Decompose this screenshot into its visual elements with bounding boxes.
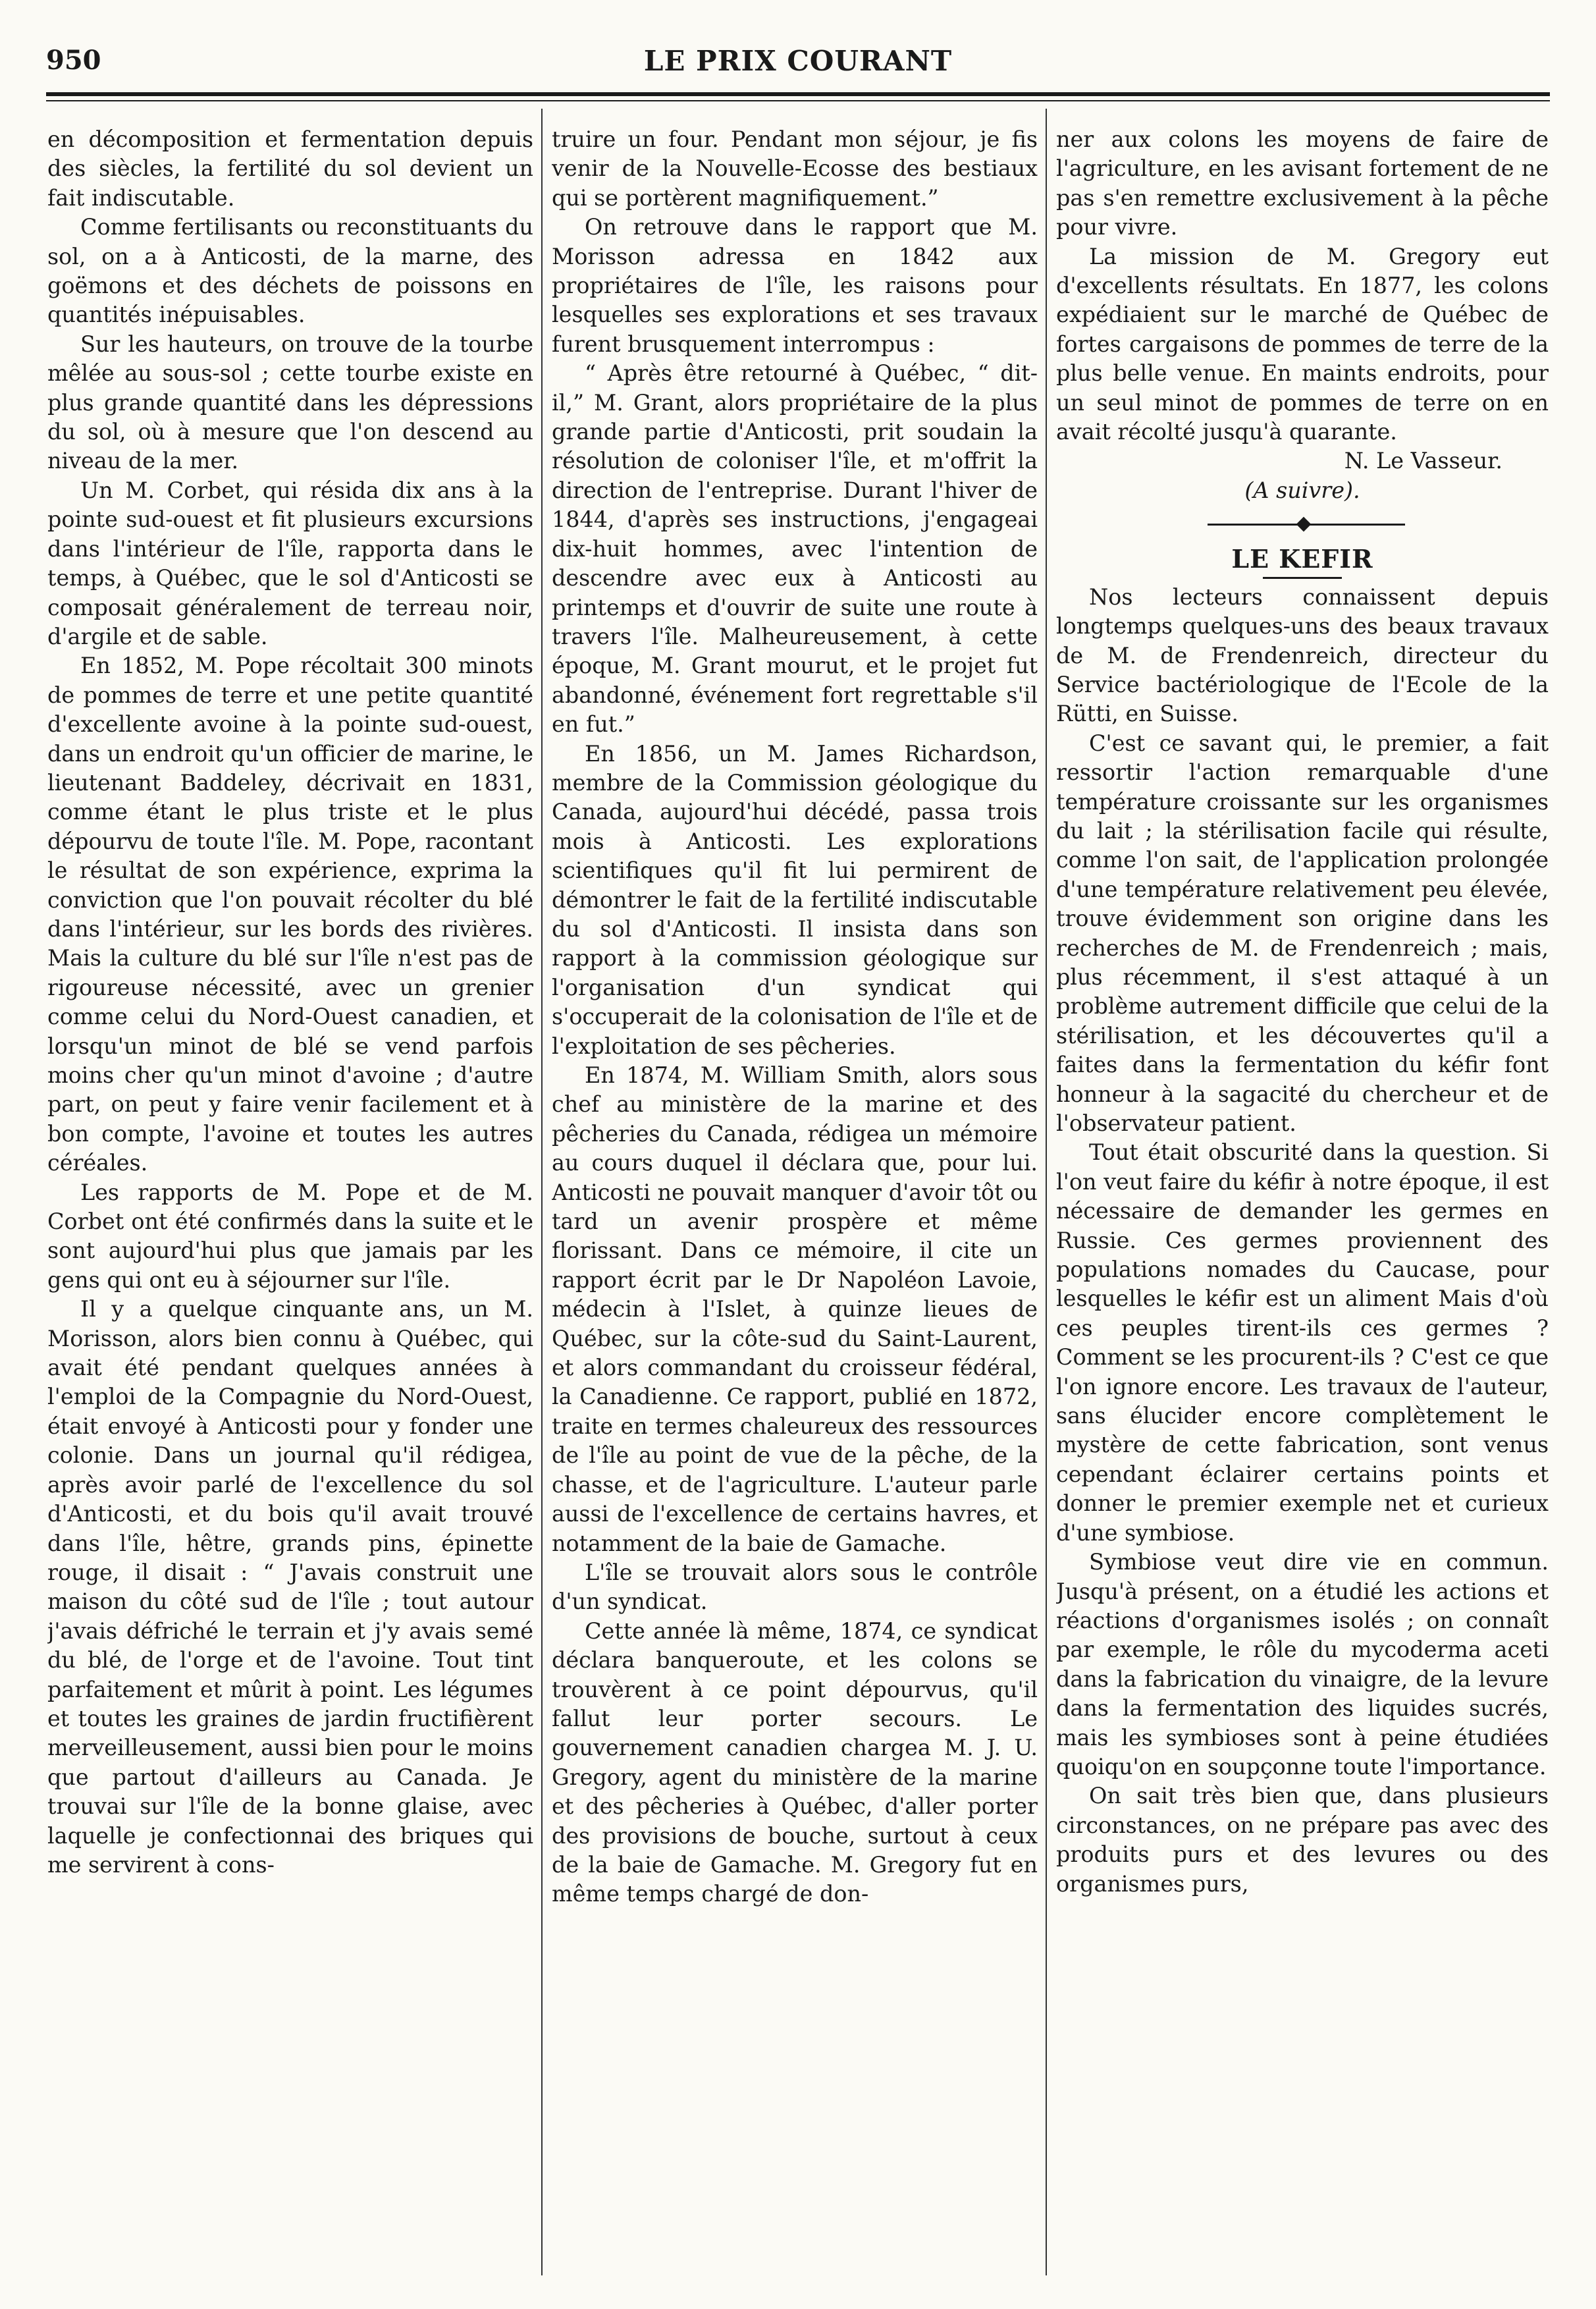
paragraph: ner aux colons les moyens de faire de l'agriculture, en les avisant fortement de ne pas s'en remettre exclusivement à la pêche pour vivre. (1056, 126, 1549, 240)
paragraph: On retrouve dans le rapport que M. Morisson adressa en 1842 aux propriétaires de l'île, les raisons pour lesquelles ses explorations et ses travaux furent brusquement interrompus : (552, 214, 1038, 357)
paragraph: Un M. Corbet, qui résida dix ans à la pointe sud-ouest et fit plusieurs excursions dans l'intérieur de l'île, rapporta dans le temps, à Québec, que le sol d'Anticosti se composait généralement de terreau noir, d'argile et de sable. (47, 477, 533, 649)
column-1 (47, 125, 533, 2272)
column-divider (1046, 109, 1047, 2275)
paragraph: Comme fertilisants ou reconstituants du sol, on a à Anticosti, de la marne, des goëmons et des déchets de poissons en quantités inépuisables. (47, 214, 533, 328)
to-be-continued: (A suivre). (1244, 477, 1360, 503)
author-signature: N. Le Vasseur. (1344, 448, 1503, 474)
ornament-diamond-icon (1296, 517, 1312, 532)
paragraph: Cette année là même, 1874, ce syndicat déclara banqueroute, et les colons se trouvèrent à ce point dépourvus, qu'il fallut leur porter secours. Le gouvernement canadien chargea M. J. U. Gregory, agent du ministère de la marine et des pêcheries à Québec, d'aller porter des provisions de bouche, surtout à ceux de la baie de Gamache. M. Gregory fut en même temps chargé de don- (552, 1617, 1038, 1907)
title-underline (1263, 577, 1342, 579)
column-divider (541, 109, 543, 2275)
paragraph: En 1856, un M. James Richardson, membre de la Commission géologique du Canada, aujourd'hui décédé, passa trois mois à Anticosti. Les explorations scientifiques qu'il fit lui permirent de démontrer le fait de la fertilité indiscutable du sol d'Anticosti. Il insista dans son rapport à la commission géologique sur l'organisation d'un syndicat qui s'occuperait de la colonisation de l'île et de l'exploitation de ses pêcheries. (552, 740, 1038, 1059)
paragraph: Nos lecteurs connaissent depuis longtemps quelques-uns des beaux travaux de M. de Frendenreich, directeur du Service bactériologique de l'Ecole de la Rütti, en Suisse. (1056, 584, 1549, 727)
paragraph: Sur les hauteurs, on trouve de la tourbe mêlée au sous-sol ; cette tourbe existe en plus grande quantité dans les dépressions du sol, où à mesure que l'on descend au niveau de la mer. (47, 331, 533, 474)
paragraph: Symbiose veut dire vie en commun. Jusqu'à présent, on a étudié les actions et réactions d'organismes isolés ; on connaît par exemple, le rôle du mycoderma aceti dans la fabrication du vinaigre, de la levure dans la fermentation des liquides sucrés, mais les symbioses sont à peine étudiées quoiqu'on en soupçonne toute l'importance. (1056, 1549, 1549, 1779)
section-ornament (1056, 505, 1549, 545)
paragraph: Les rapports de M. Pope et de M. Corbet ont été confirmés dans la suite et le sont aujourd'hui plus que jamais par les gens qui ont eu à séjourner sur l'île. (47, 1179, 533, 1293)
header-rule-thin (46, 100, 1550, 101)
paragraph: C'est ce savant qui, le premier, a fait ressortir l'action remarquable d'une température croissante sur les organismes du lait ; la stérilisation facile qui résulte, comme l'on sait, de l'application prolongée d'une température relativement peu élevée, trouve évidemment son origine dans les recherches de M. de Frendenreich ; mais, plus récemment, il s'est attaqué à un problème autrement difficile que celui de la stérilisation, et les découvertes qu'il a faites dans la fermentation du kéfir font honneur à la sagacité du chercheur et de l'observateur patient. (1056, 730, 1549, 1136)
paragraph: En 1852, M. Pope récoltait 300 minots de pommes de terre et une petite quantité d'excellente avoine à la pointe sud-ouest, dans un endroit qu'un officier de marine, le lieutenant Baddeley, décrivait en 1831, comme étant le plus triste et le plus dépourvu de toute l'île. M. Pope, racontant le résultat de son expérience, exprima la conviction que l'on pouvait récolter du blé dans l'intérieur, sur les bords des rivières. Mais la culture du blé sur l'île n'est pas de rigoureuse nécessité, avec un grenier comme celui du Nord-Ouest canadien, et lorsqu'un minot de blé se vend parfois moins cher qu'un minot d'avoine ; d'autre part, on peut y faire venir facilement et à bon compte, l'avoine et toutes les autres céréales. (47, 653, 533, 1176)
article-title: LE KEFIR (1231, 544, 1373, 574)
column-2 (552, 125, 1038, 2272)
paragraph: “ Après être retourné à Québec, “ dit-il,” M. Grant, alors propriétaire de la plus grande partie d'Anticosti, prit soudain la résolution de coloniser l'île, et m'offrit la direction de l'entreprise. Durant l'hiver de 1844, d'après ses instructions, j'engageai dix-huit hommes, avec l'intention de descendre avec eux à Anticosti au printemps et d'ouvrir de suite une route à travers l'île. Malheureusement, à cette époque, M. Grant mourut, et le projet fut abandonné, événement fort regrettable s'il en fut.” (552, 360, 1038, 738)
paragraph: La mission de M. Gregory eut d'excellents résultats. En 1877, les colons expédiaient sur le marché de Québec de fortes cargaisons de pommes de terre de la plus belle venue. En maints endroits, pour un seul minot de pommes de terre on en avait récolté jusqu'à quarante. (1056, 243, 1549, 445)
page-number: 950 (46, 45, 101, 76)
column-3 (1056, 125, 1549, 2272)
paragraph: Il y a quelque cinquante ans, un M. Morisson, alors bien connu à Québec, qui avait été pendant quelques années à l'emploi de la Compagnie du Nord-Ouest, était envoyé à Anticosti pour y fonder une colonie. Dans un journal qu'il rédigea, après avoir parlé de l'excellence du sol d'Anticosti, et du bois qu'il avait trouvé dans l'île, hêtre, grands pins, épinette rouge, il disait : “ J'avais construit une maison du côté sud de l'île ; tout autour j'avais défriché le terrain et j'y avais semé du blé, de l'orge et de l'avoine. Tout tint parfaitement et mûrit à point. Les légumes et toutes les graines de jardin fructifièrent merveilleusement, aussi bien pour le moins que partout d'ailleurs au Canada. Je trouvai sur l'île de la bonne glaise, avec laquelle je confectionnai des briques qui me servirent à cons- (47, 1296, 533, 1878)
paragraph: L'île se trouvait alors sous le contrôle d'un syndicat. (552, 1559, 1038, 1615)
paragraph: On sait très bien que, dans plusieurs circonstances, on ne prépare pas avec des produits purs et des levures ou des organismes purs, (1056, 1783, 1549, 1897)
running-title: LE PRIX COURANT (643, 45, 953, 77)
paragraph: En 1874, M. William Smith, alors sous chef au ministère de la marine et des pêcheries du Canada, rédigea un mémoire au cours duquel il déclara que, pour lui. Anticosti ne pouvait manquer d'avoir tôt ou tard un avenir prospère et même florissant. Dans ce mémoire, il cite un rapport écrit par le Dr Napoléon Lavoie, médecin à l'Islet, à quinze lieues de Québec, sur la côte-sud du Saint-Laurent, et alors commandant du croisseur fédéral, la Canadienne. Ce rapport, publié en 1872, traite en termes chaleureux des ressources de l'île au point de vue de la pêche, de la chasse, et de l'agriculture. L'auteur parle aussi de l'excellence de certains havres, et notamment de la baie de Gamache. (552, 1062, 1038, 1556)
header-rule-thick (46, 92, 1550, 96)
paragraph: truire un four. Pendant mon séjour, je fis venir de la Nouvelle-Ecosse des bestiaux qui se portèrent magnifiquement.” (552, 126, 1038, 211)
paragraph: Tout était obscurité dans la question. Si l'on veut faire du kéfir à notre époque, il est nécessaire de demander les germes en Russie. Ces germes proviennent des populations nomades du Caucase, pour lesquelles le kéfir est un aliment Mais d'où ces peuples tirent-ils ces germes ? Comment se les procurent-ils ? C'est ce que l'on ignore encore. Les travaux de l'auteur, sans élucider encore complètement le mystère de cette fabrication, sont venus cependant éclairer certains points et donner le premier exemple net et curieux d'une symbiose. (1056, 1139, 1549, 1546)
page-header (46, 40, 1550, 92)
paragraph: en décomposition et fermentation depuis des siècles, la fertilité du sol devient un fait indiscutable. (47, 126, 533, 211)
